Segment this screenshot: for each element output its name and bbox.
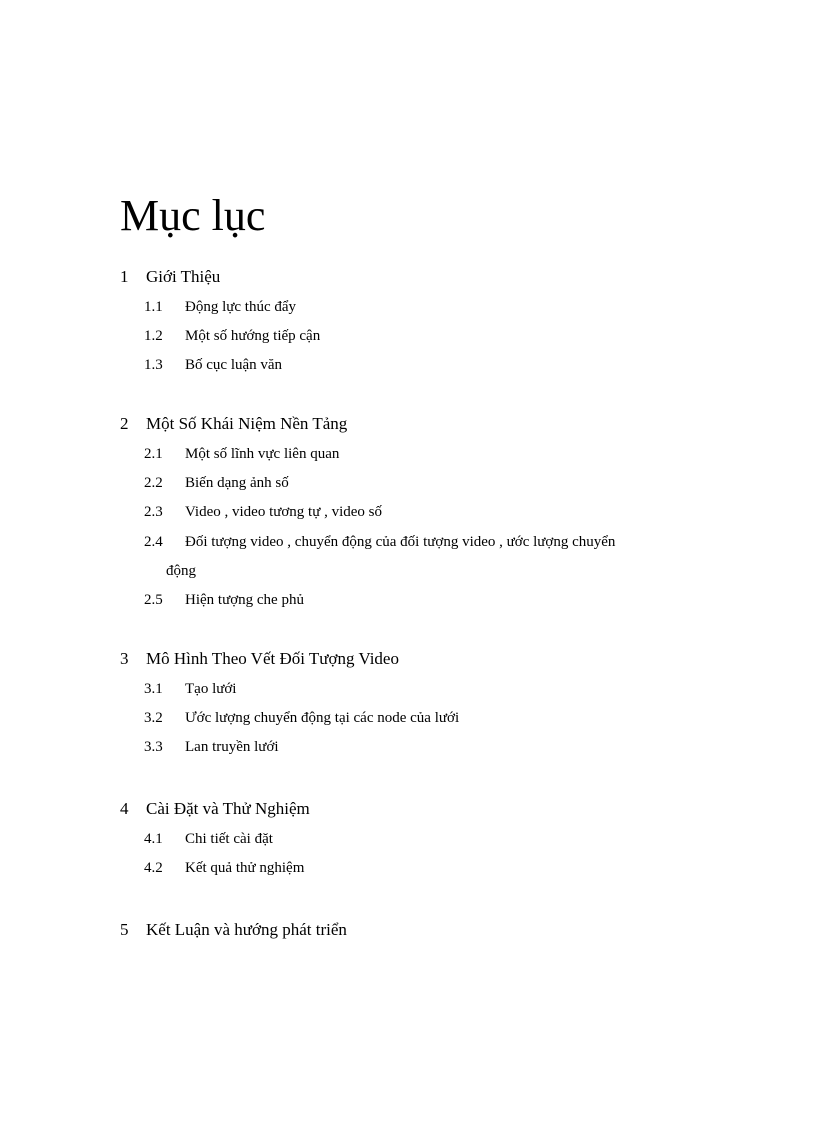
section-title: Động lực thúc đẩy [185, 299, 297, 315]
section-number: 1.2 [144, 328, 163, 344]
section-number: 1.1 [144, 299, 163, 315]
chapter-number: 3 [120, 649, 129, 668]
chapter-number: 2 [120, 414, 129, 433]
section-number: 2.5 [144, 592, 163, 608]
section-number: 3.2 [144, 710, 163, 726]
section-title: Video , video tương tự , video số [185, 504, 383, 520]
section-title: Kết quả thử nghiệm [185, 860, 305, 876]
chapter-title: Cài Đặt và Thử Nghiệm [146, 799, 310, 818]
section-title: Một số hướng tiếp cận [185, 328, 321, 344]
section-title-continuation: động [166, 563, 196, 579]
section-title: Một số lĩnh vực liên quan [185, 446, 340, 462]
section-number: 2.1 [144, 446, 163, 462]
chapter-title: Kết Luận và hướng phát triển [146, 920, 347, 939]
section-title: Đối tượng video , chuyển động của đối tượng video , ước lượng chuyển [185, 534, 616, 550]
section-title: Lan truyền lưới [185, 739, 279, 755]
section-number: 2.2 [144, 475, 163, 491]
chapter-title: Giới Thiệu [146, 267, 221, 286]
chapter-number: 5 [120, 920, 129, 939]
chapter-title: Mô Hình Theo Vết Đối Tượng Video [146, 649, 399, 668]
page-title: Mục lục [120, 191, 266, 240]
section-title: Hiện tượng che phủ [185, 592, 304, 608]
chapter-number: 4 [120, 799, 129, 818]
section-number: 4.1 [144, 831, 163, 847]
section-number: 4.2 [144, 860, 163, 876]
section-title: Chi tiết cài đặt [185, 831, 273, 847]
chapter-number: 1 [120, 267, 129, 286]
section-number: 2.4 [144, 534, 163, 550]
section-title: Bố cục luận văn [185, 357, 283, 373]
section-title: Tạo lưới [185, 681, 237, 697]
section-number: 2.3 [144, 504, 163, 520]
section-number: 3.1 [144, 681, 163, 697]
section-title: Ước lượng chuyển động tại các node của lưới [185, 710, 460, 726]
chapter-title: Một Số Khái Niệm Nền Tảng [146, 414, 348, 433]
section-number: 1.3 [144, 357, 163, 373]
section-number: 3.3 [144, 739, 163, 755]
section-title: Biến dạng ảnh số [185, 475, 289, 491]
